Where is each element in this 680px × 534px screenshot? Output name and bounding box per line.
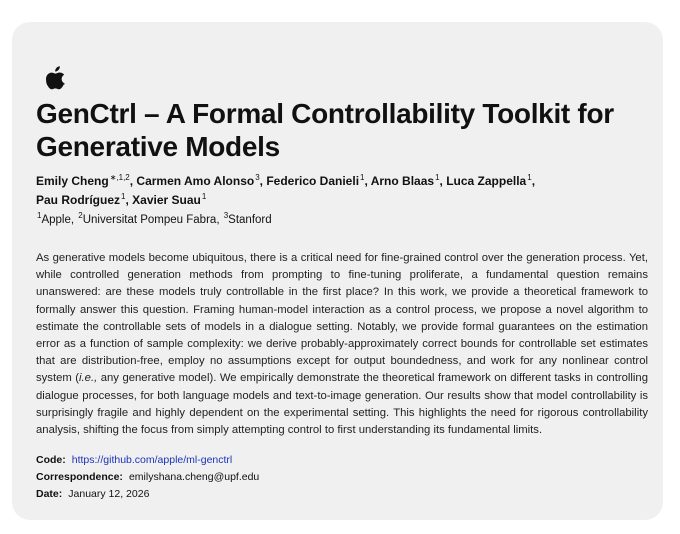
paper-metadata <box>36 452 259 503</box>
author: Emily Cheng$^{∗,1,2}$, <box>36 173 137 188</box>
author-list <box>36 172 636 210</box>
author: Federico Danieli$^1$, <box>266 173 371 188</box>
date-row <box>36 486 259 503</box>
code-link[interactable]: https://github.com/apple/ml-genctrl <box>71 454 233 466</box>
code-label: Code: <box>36 454 66 466</box>
affiliation: $^3$Stanford <box>223 211 272 226</box>
affiliation: $^1$Apple, <box>37 211 78 226</box>
affiliation: $^2$Universitat Pompeu Fabra, <box>78 211 223 226</box>
author: Luca Zappella$^1$, <box>446 173 536 188</box>
author: Pau Rodríguez$^1$, <box>36 192 133 207</box>
abstract: As generative models become ubiquitous, there is a critical need for fine-grained control over the generation process. Yet, while controlled generation methods from prompting to fine-tuning proliferate, a fundamental question remains unanswered: are these models truly controllable in the first place? In this work, we provide a theoretical framework to formally answer this question. Framing human-model interaction as a control process, we propose a novel algorithm to estimate the controllable sets of models in a dialogue setting. Notably, we provide formal guarantees on the estimation error as a function of sample complexity: we derive probably-approximately correct bounds for controllable set estimates that are distribution-free, employ no assumptions except for output boundedness, and work for any nonlinear control system (i.e., any generative model). We empirically demonstrate the theoretical framework on different tasks in controlling dialogue processes, for both language models and text-to-image generation. Our results show that model controllability is surprisingly fragile and highly dependent on the experimental setting. This highlights the need for rigorous controllability analysis, shifting the focus from simply attempting control to first understanding its fundamental limits. <box>36 252 648 437</box>
paper-title: GenCtrl – A Formal Controllability Toolkit for Generative Models <box>36 98 614 162</box>
author: Arno Blaas$^1$, <box>370 173 447 188</box>
apple-logo-icon <box>46 66 66 90</box>
date-value: January 12, 2026 <box>68 488 150 500</box>
correspondence-row <box>36 469 259 486</box>
author: Xavier Suau$^1$ <box>132 192 207 207</box>
author: Carmen Amo Alonso$^3$, <box>136 173 267 188</box>
correspondence-label: Correspondence: <box>36 471 123 483</box>
date-label: Date: <box>36 488 63 500</box>
affiliation-list <box>36 212 272 228</box>
code-row <box>36 452 259 469</box>
correspondence-email: emilyshana.cheng@upf.edu <box>128 471 260 483</box>
